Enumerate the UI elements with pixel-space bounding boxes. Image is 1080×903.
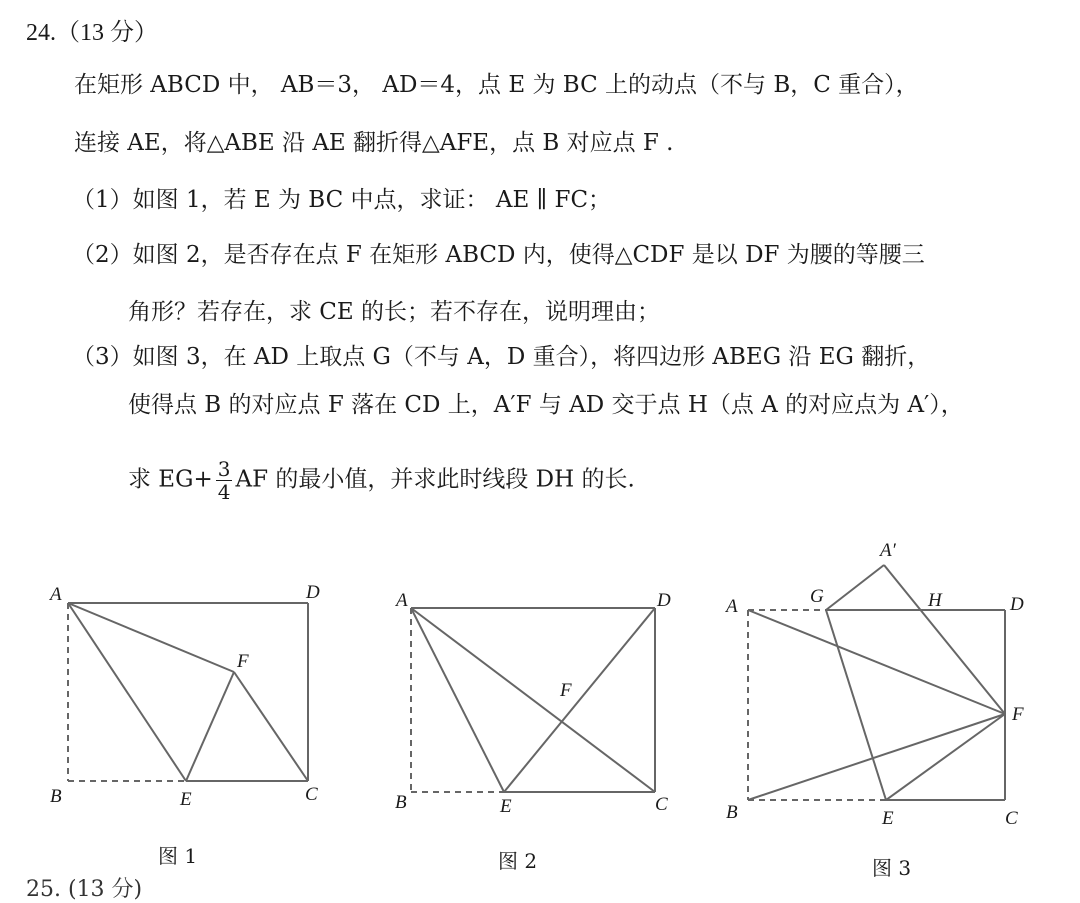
fig3-segment-ef <box>886 714 1005 800</box>
question-3-final-suffix: AF 的最小值，并求此时线段 DH 的长. <box>235 466 635 493</box>
fig2-segment-ae <box>411 608 504 792</box>
fig3-label-b: B <box>726 802 738 823</box>
fig1-label-a: A <box>50 584 62 605</box>
question-2-continued: 角形？若存在，求 CE 的长；若不存在，说明理由； <box>128 299 661 325</box>
problem-statement-line-1: 在矩形 ABCD 中， AB＝3， AD＝4，点 E 为 BC 上的动点（不与 B，C 重合）， <box>74 72 919 98</box>
fig2-label-b: B <box>395 792 407 813</box>
fig3-segment-bf <box>748 714 1005 800</box>
fig1-segment-ae <box>68 603 186 781</box>
fig1-label-b: B <box>50 786 62 807</box>
figure-1-caption: 图 1 <box>158 844 198 868</box>
problem-number: 24.（13 分） <box>26 20 158 46</box>
problem-statement-line-2: 连接 AE，将△ABE 沿 AE 翻折得△AFE，点 B 对应点 F . <box>74 130 674 156</box>
question-3-final-prefix: 求 EG+ <box>128 466 213 493</box>
fig3-label-e: E <box>882 808 894 829</box>
fig3-label-c: C <box>1005 808 1018 829</box>
next-problem-cutoff: 25. (13 分) <box>26 877 143 902</box>
fig3-label-f: F <box>1012 704 1024 725</box>
fig2-segment-ed <box>504 608 655 792</box>
fig1-label-c: C <box>305 784 318 805</box>
fig3-label-h: H <box>928 590 942 611</box>
fig2-label-a: A <box>396 590 408 611</box>
fig2-label-c: C <box>655 794 668 815</box>
fig1-label-e: E <box>180 789 192 810</box>
fig3-label-d: D <box>1010 594 1024 615</box>
figure-3 <box>724 540 1024 829</box>
fig3-label-a: A <box>726 596 738 617</box>
fraction-denominator: 4 <box>217 480 231 504</box>
fig2-diagonal-ac <box>411 608 655 792</box>
fig3-segment-ga1 <box>826 565 884 610</box>
fig1-segment-fc <box>234 672 308 781</box>
question-3-continued: 使得点 B 的对应点 F 落在 CD 上，A′F 与 AD 交于点 H（点 A 的对应点为 A′）， <box>128 392 964 418</box>
fig2-label-d: D <box>657 590 671 611</box>
question-1: （1）如图 1，若 E 为 BC 中点，求证： AE ∥ FC； <box>72 187 612 213</box>
fig2-label-f: F <box>560 680 572 701</box>
fig3-label-a-prime: A′ <box>880 540 896 561</box>
fig1-segment-af <box>68 603 234 672</box>
figure-2 <box>394 590 671 817</box>
fig1-label-f: F <box>237 651 249 672</box>
fig1-segment-fe <box>186 672 234 781</box>
question-3: （3）如图 3，在 AD 上取点 G（不与 A，D 重合），将四边形 ABEG 沿 EG 翻折， <box>72 344 931 370</box>
fig3-segment-a1f <box>884 565 1005 714</box>
fraction-numerator: 3 <box>217 457 231 481</box>
fig2-label-e: E <box>500 796 512 817</box>
figure-2-caption: 图 2 <box>498 849 538 873</box>
fig1-label-d: D <box>306 582 320 603</box>
fig3-segment-af <box>748 610 1005 714</box>
fig3-label-g: G <box>810 586 824 607</box>
figure-3-caption: 图 3 <box>872 856 912 880</box>
question-2: （2）如图 2，是否存在点 F 在矩形 ABCD 内，使得△CDF 是以 DF 为腰的等腰三 <box>72 242 925 268</box>
figure-1 <box>48 582 320 810</box>
